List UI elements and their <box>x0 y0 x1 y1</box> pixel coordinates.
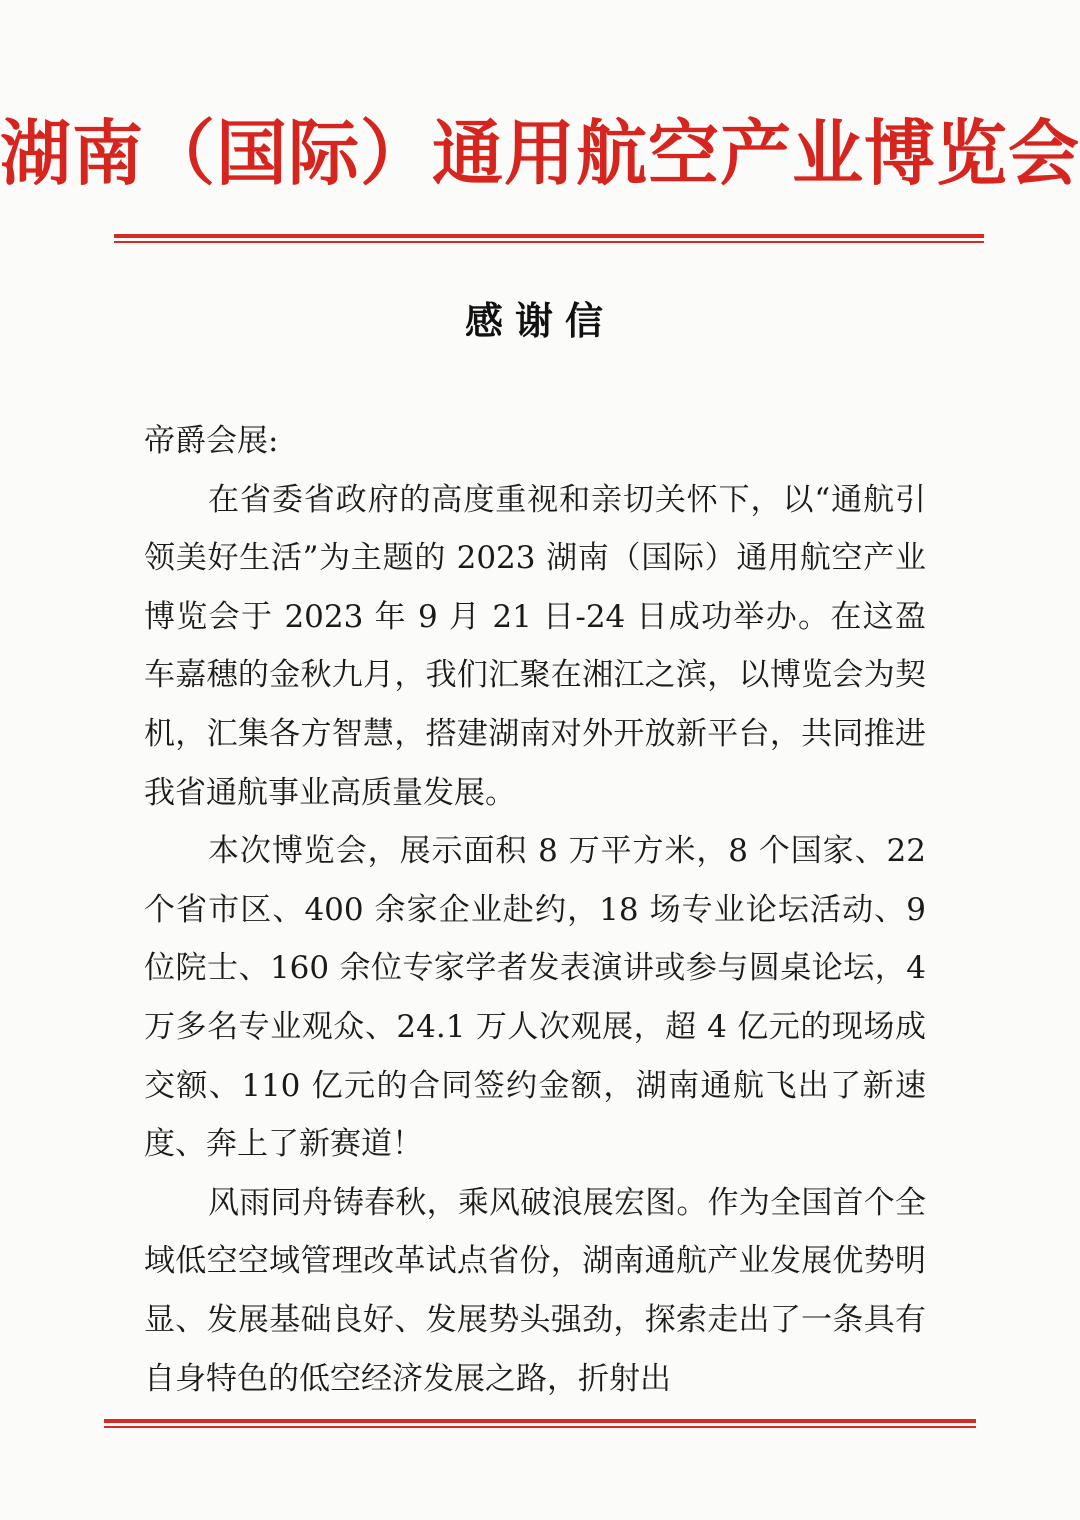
letter-title: 感谢信 <box>464 299 615 343</box>
letter-body <box>144 412 926 1408</box>
letterhead-org-name: 湖南（国际）通用航空产业博览会 <box>0 112 1080 195</box>
letter-paragraph: 风雨同舟铸春秋，乘风破浪展宏图。作为全国首个全域低空空域管理改革试点省份，湖南通航产业发展优势明显、发展基础良好、发展势头强劲，探索走出了一条具有自身特色的低空经济发展之路，折射出 <box>144 1184 926 1397</box>
letter-paragraph: 本次博览会，展示面积 8 万平方米，8 个国家、22 个省市区、400 余家企业赴约，18 场专业论坛活动、9 位院士、160 余位专家学者发表演讲或参与圆桌论坛，4 万多名专业观众、24.1 万人次观展，超 4 亿元的现场成交额、110 亿元的合同签约金额，湖南通航飞出了新速度、奔上了新赛道！ <box>144 833 926 1163</box>
letter-salutation: 帝爵会展: <box>144 423 279 459</box>
letter-paragraph: 在省委省政府的高度重视和亲切关怀下，以“通航引领美好生活”为主题的 2023 湖南（国际）通用航空产业博览会于 2023 年 9 月 21 日-24 日成功举办。在这盈车嘉穗的金秋九月，我们汇聚在湘江之滨，以博览会为契机，汇集各方智慧，搭建湖南对外开放新平台，共同推进我省通航事业高质量发展。 <box>144 481 926 811</box>
